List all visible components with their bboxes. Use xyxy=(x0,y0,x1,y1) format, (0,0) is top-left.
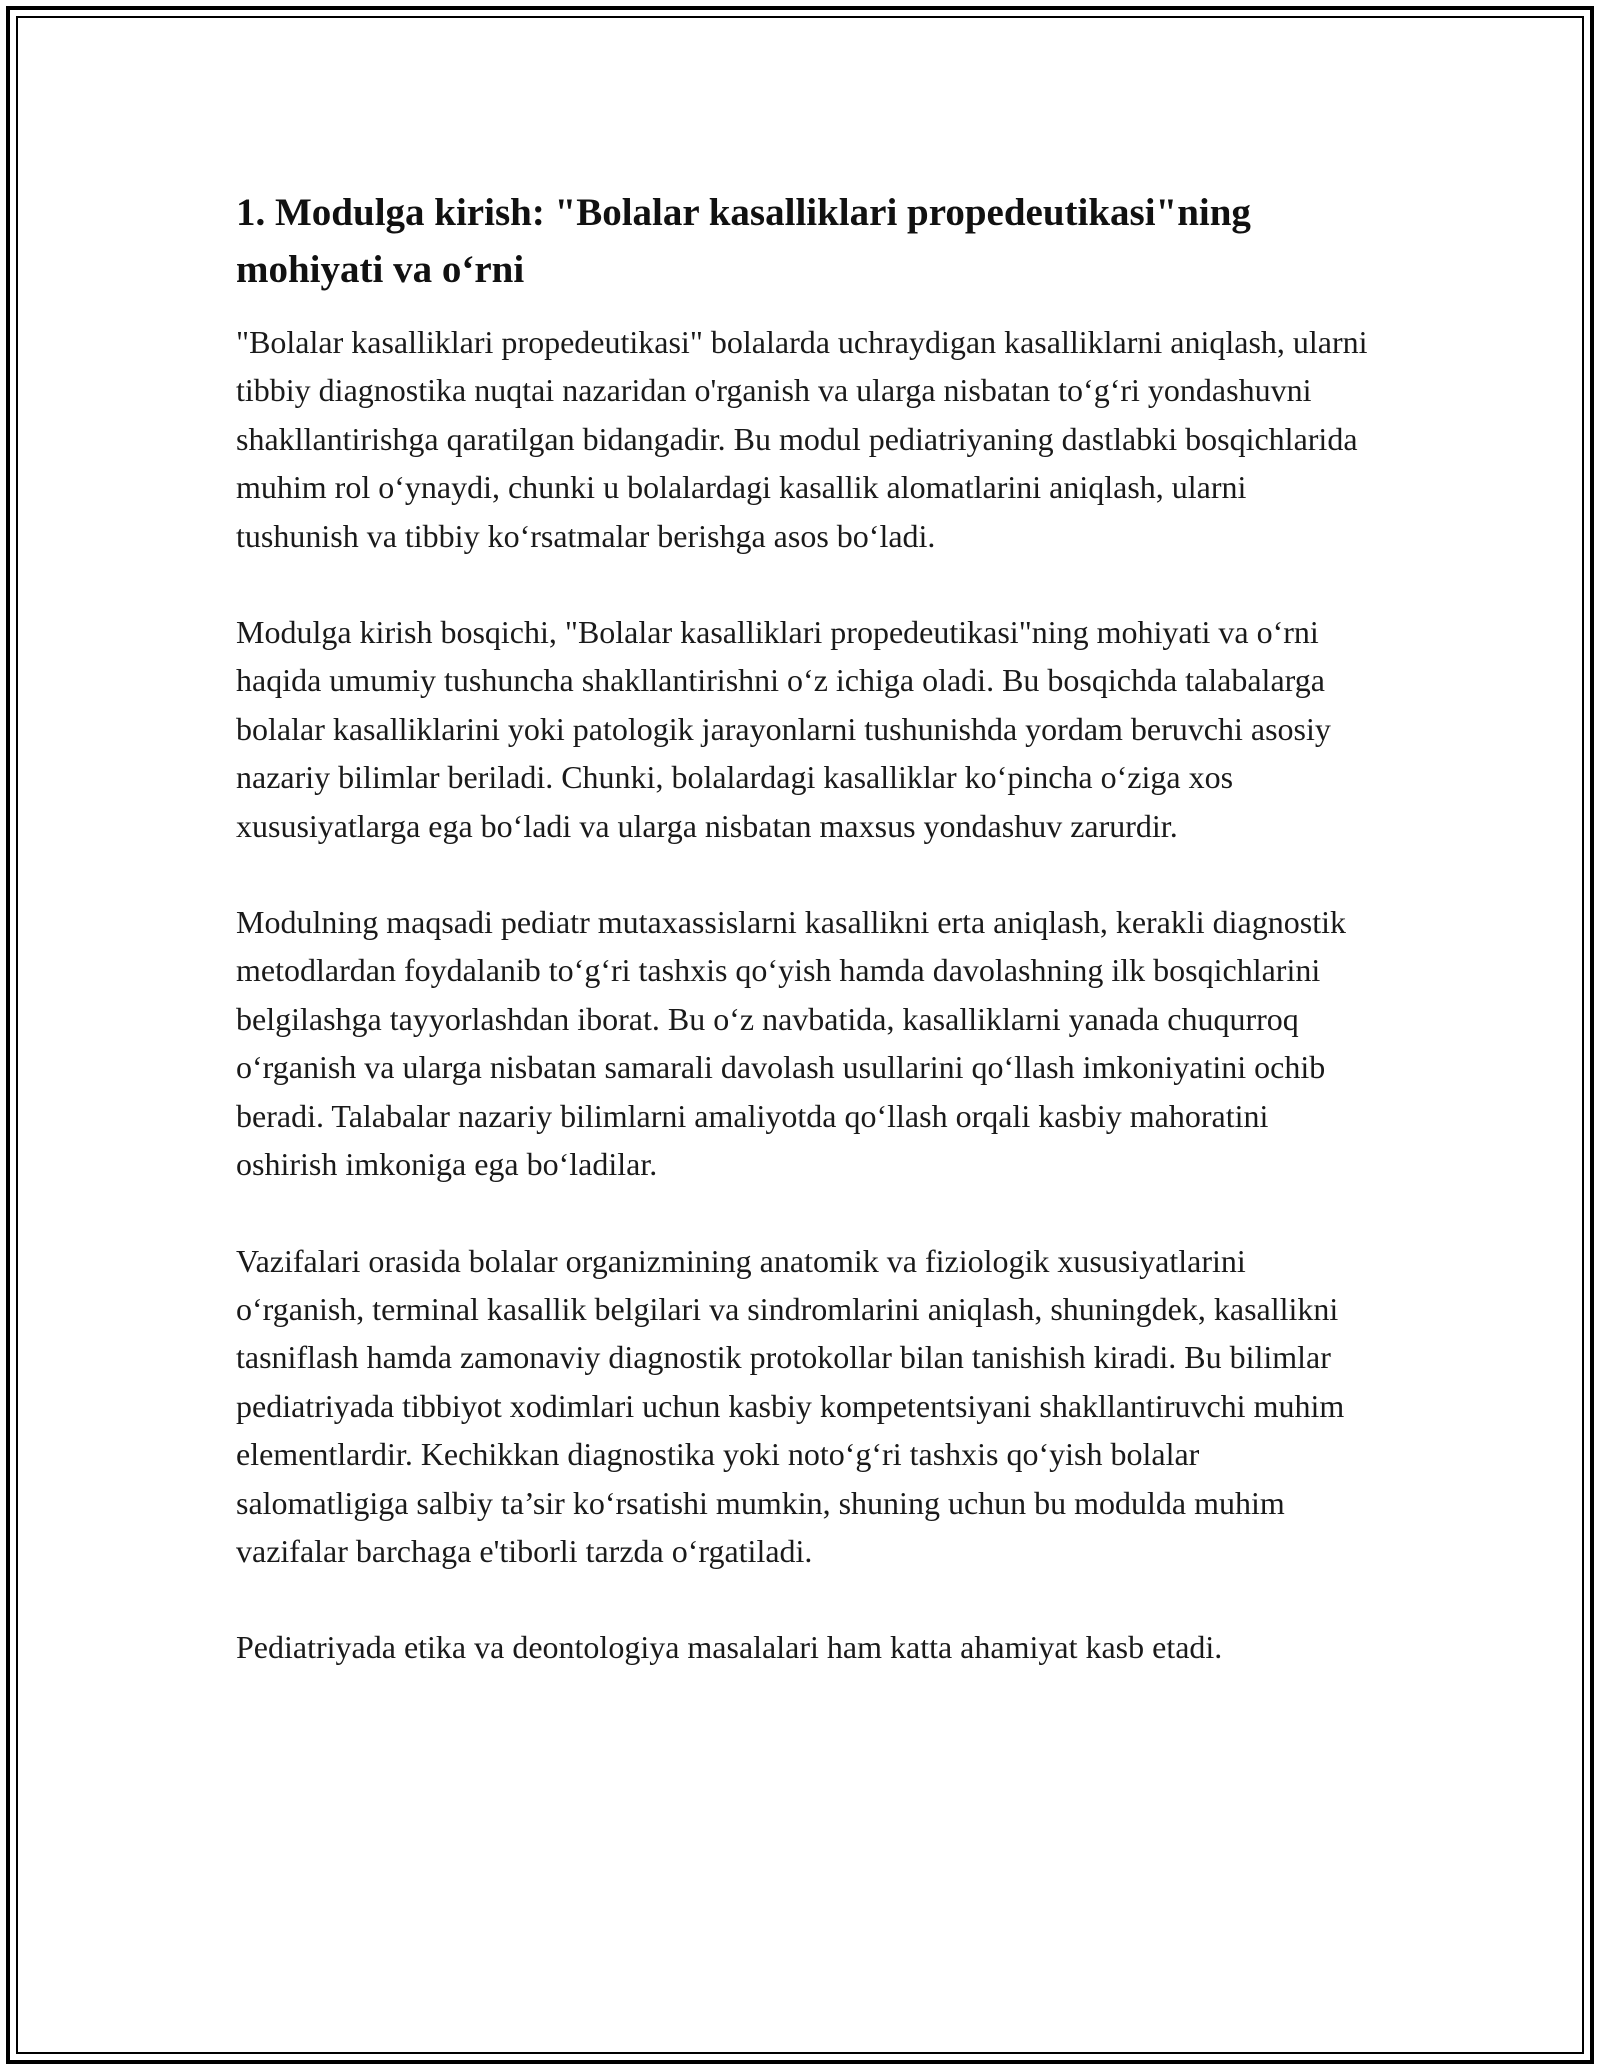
section-title: 1. Modulga kirish: "Bolalar kasalliklari propedeutikasi"ning mohiyati va o‘rni xyxy=(236,191,1251,291)
document-body xyxy=(236,184,1376,1720)
paragraph-intro: "Bolalar kasalliklari propedeutikasi" bolalarda uchraydigan kasalliklarni aniqlash, ularni tibbiy diagnostika nuqtai nazaridan o'rganish va ularga nisbatan to‘g‘ri yondashuvni shakllantirishga qaratilgan bidangadir. Bu modul pediatriyaning dastlabki bosqichlarida muhim rol o‘ynaydi, chunki u bolalardagi kasallik alomatlarini aniqlash, ularni tushunish va tibbiy ko‘rsatmalar berishga asos bo‘ladi. xyxy=(236,324,1368,554)
paragraph-module-goal: Modulning maqsadi pediatr mutaxassislarni kasallikni erta aniqlash, kerakli diagnostik metodlardan foydalanib to‘g‘ri tashxis qo‘yish hamda davolashning ilk bosqichlarini belgilashga tayyorlashdan iborat. Bu o‘z navbatida, kasalliklarni yanada chuqurroq o‘rganish va ularga nisbatan samarali davolash usullarini qo‘llash imkoniyatini ochib beradi. Talabalar nazariy bilimlarni amaliyotda qo‘llash orqali kasbiy mahoratini oshirish imkoniga ega bo‘ladilar. xyxy=(236,904,1346,1183)
paragraph-ethics: Pediatriyada etika va deontologiya masalalari ham katta ahamiyat kasb etadi. xyxy=(236,1629,1223,1666)
paragraph-introduction-stage: Modulga kirish bosqichi, "Bolalar kasalliklari propedeutikasi"ning mohiyati va o‘rni haqida umumiy tushuncha shakllantirishni o‘z ichiga oladi. Bu bosqichda talabalarga bolalar kasalliklarini yoki patologik jarayonlarni tushunishda yordam beruvchi asosiy nazariy bilimlar beriladi. Chunki, bolalardagi kasalliklar ko‘pincha o‘ziga xos xususiyatlarga ega bo‘ladi va ularga nisbatan maxsus yondashuv zarurdir. xyxy=(236,614,1331,844)
paragraph-module-tasks: Vazifalari orasida bolalar organizmining anatomik va fiziologik xususiyatlarini o‘rganish, terminal kasallik belgilari va sindromlarini aniqlash, shuningdek, kasallikni tasniflash hamda zamonaviy diagnostik protokollar bilan tanishish kiradi. Bu bilimlar pediatriyada tibbiyot xodimlari uchun kasbiy kompetentsiyani shakllantiruvchi muhim elementlardir. Kechikkan diagnostika yoki noto‘g‘ri tashxis qo‘yish bolalar salomatligiga salbiy ta’sir ko‘rsatishi mumkin, shuning uchun bu modulda muhim vazifalar barchaga e'tiborli tarzda o‘rgatiladi. xyxy=(236,1242,1345,1569)
